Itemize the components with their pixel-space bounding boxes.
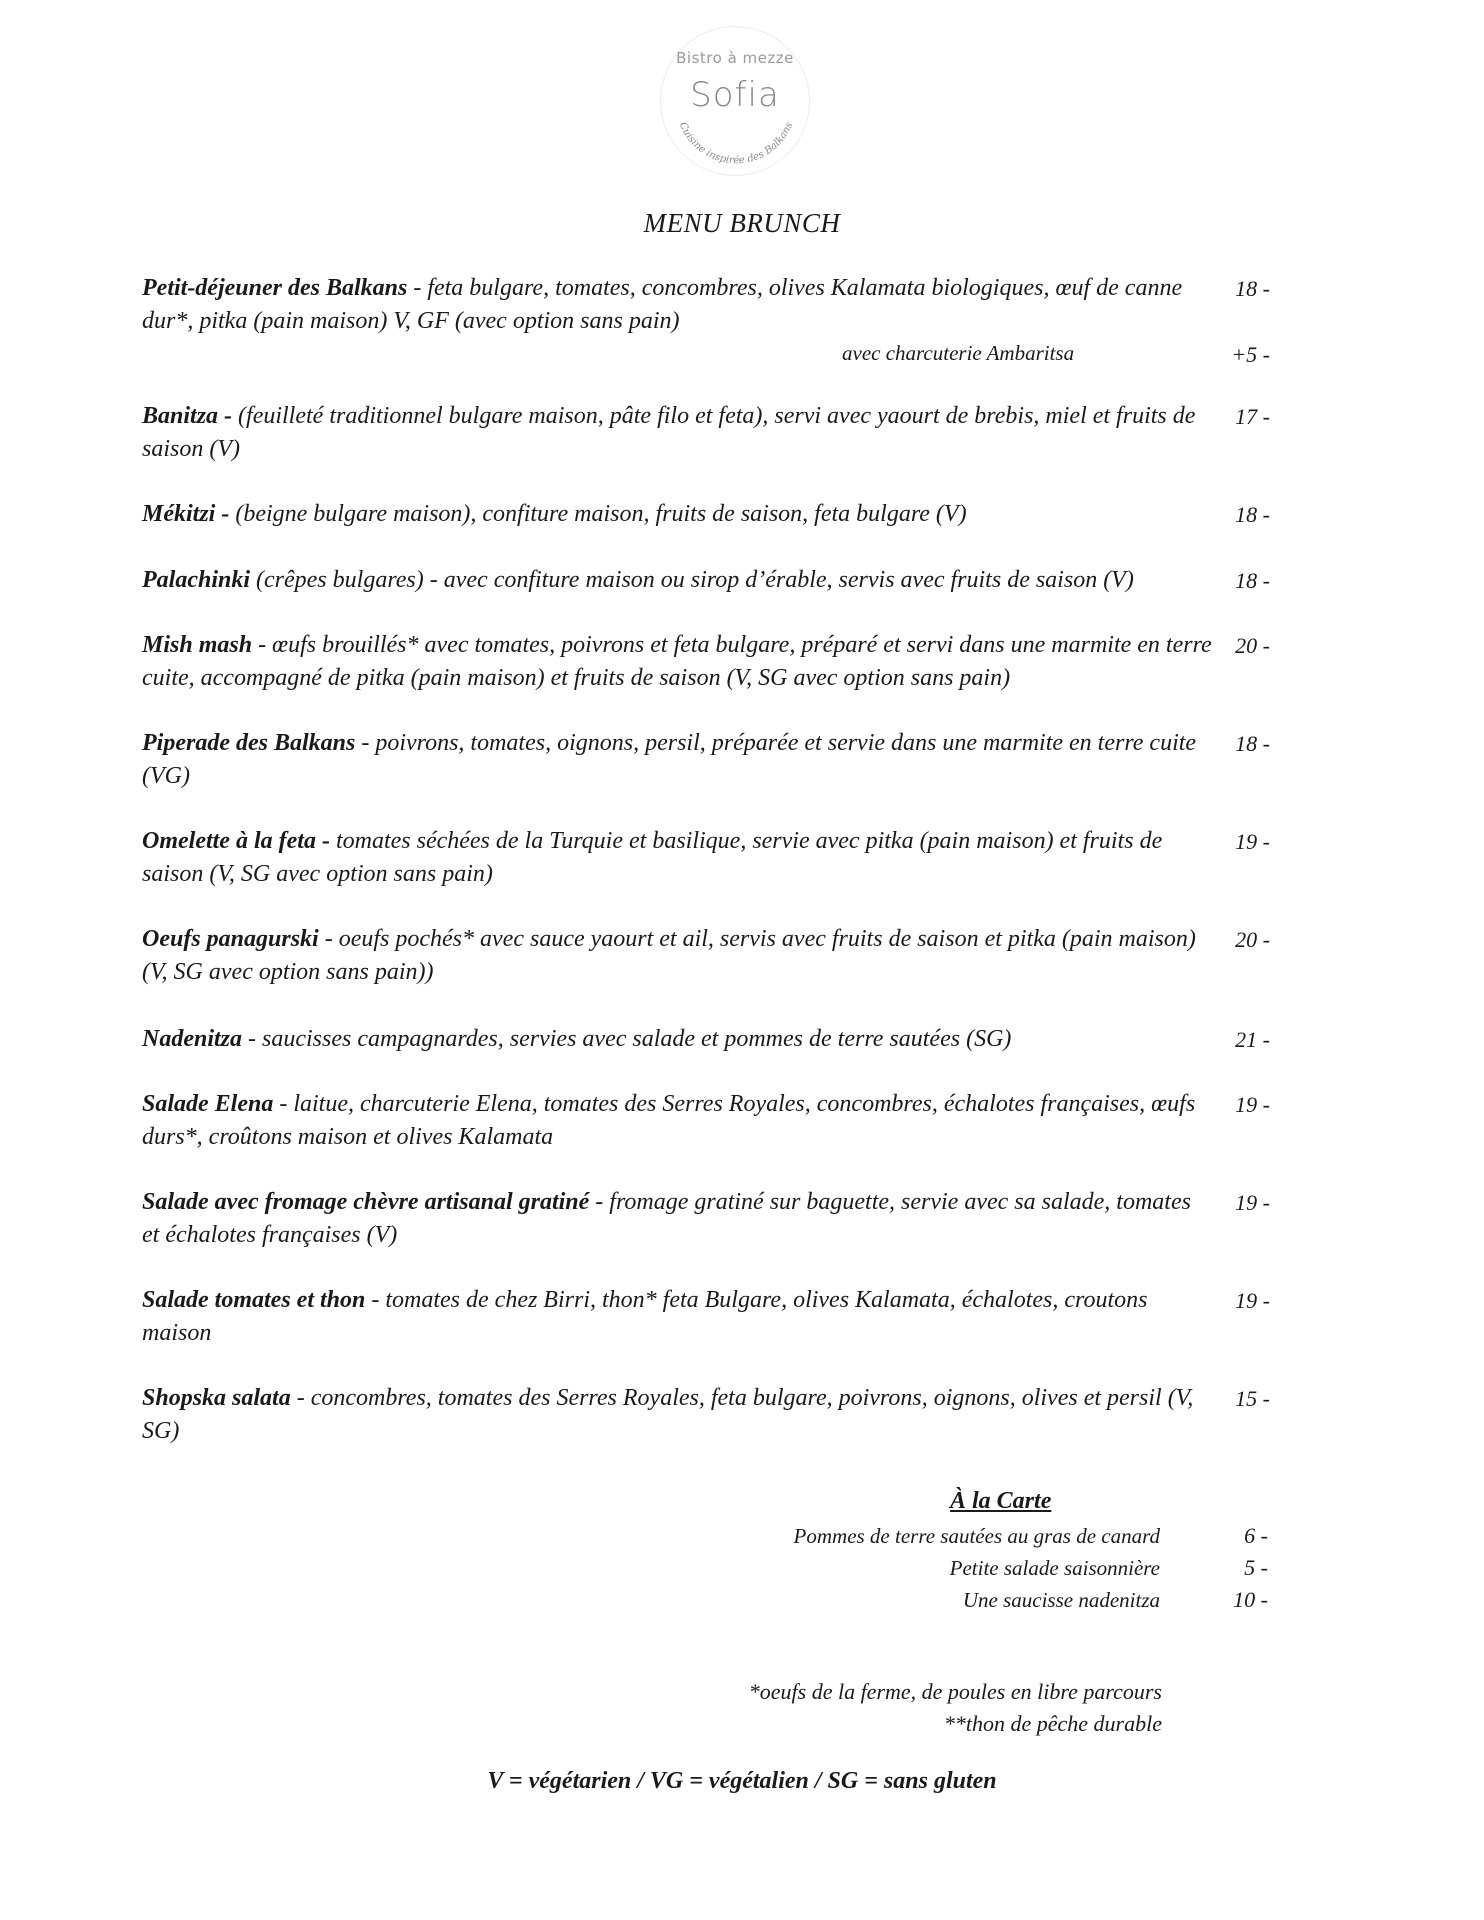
menu-item-description: - saucisses campagnardes, servies avec salade et pommes de terre sautées (SG) [242, 1026, 1012, 1052]
menu-item-text [142, 272, 1212, 338]
alacarte-item-label: Une saucisse nadenitza [962, 1588, 1160, 1612]
menu-item [142, 498, 1282, 531]
menu-title: MENU BRUNCH [643, 208, 841, 238]
menu-item-name: Piperade des Balkans [142, 730, 356, 756]
menu-item-text [142, 498, 1212, 531]
alacarte-item [700, 1552, 1280, 1584]
menu-item-price: 18 - [1235, 731, 1270, 756]
menu-item-price: 21 - [1235, 1027, 1270, 1052]
menu-item [142, 1088, 1282, 1154]
menu-item-name: Banitza - [142, 403, 233, 429]
alacarte-title: À la Carte [950, 1488, 1052, 1514]
menu-item-text [142, 923, 1212, 989]
footnote-tuna: **thon de pêche durable [943, 1711, 1162, 1736]
menu-item-price: 20 - [1235, 633, 1270, 658]
menu-item-price: 19 - [1235, 829, 1270, 854]
alacarte-item-label: Petite salade saisonnière [949, 1556, 1160, 1580]
menu-item-price: 17 - [1235, 404, 1270, 429]
logo-subtitle: Bistro à mezze [676, 49, 794, 67]
menu-item [142, 1284, 1282, 1350]
menu-item-text [142, 629, 1212, 695]
menu-item-price: 18 - [1235, 276, 1270, 301]
menu-item-name: Shopska salata [142, 1385, 291, 1411]
menu-item-name: Salade tomates et thon [142, 1287, 366, 1313]
logo-tagline: Cuisine inspirée des Balkans [676, 120, 796, 167]
menu-item-text [142, 564, 1212, 597]
menu-item-description: (crêpes bulgares) - avec confiture maison ou sirop d’érable, servis avec fruits de saison (V) [250, 567, 1134, 593]
alacarte-item-price: 5 - [1244, 1555, 1268, 1580]
menu-item [142, 727, 1282, 793]
menu-item-name: Nadenitza [142, 1026, 243, 1052]
menu-item-text [142, 1284, 1212, 1350]
menu-item-name: Mish mash [142, 632, 253, 658]
menu-item-description: - fromage gratiné sur baguette, servie avec sa salade, tomates et échalotes françaises (V) [142, 1189, 1191, 1248]
logo-tagline-arc [661, 27, 811, 177]
menu-item-name: Petit-déjeuner des Balkans [142, 275, 408, 301]
menu-item-description: - feta bulgare, tomates, concombres, olives Kalamata biologiques, œuf de canne dur*, pitka (pain maison) V, GF (avec option sans pain) [142, 275, 1183, 334]
menu-item-text [142, 1186, 1212, 1252]
menu-item-text [142, 825, 1212, 891]
restaurant-logo [660, 26, 810, 176]
menu-item-name: Oeufs panagurski [142, 926, 319, 952]
menu-item-description: - poivrons, tomates, oignons, persil, préparée et servie dans une marmite en terre cuite (VG) [142, 730, 1197, 789]
logo-name: Sofia [690, 75, 780, 115]
menu-item-description: - laitue, charcuterie Elena, tomates des Serres Royales, concombres, échalotes françaises, œufs durs*, croûtons maison et olives Kalamata [142, 1091, 1196, 1150]
menu-item [142, 825, 1282, 891]
menu-item-name: Palachinki [142, 567, 251, 593]
menu-item [142, 564, 1282, 597]
alacarte-item [700, 1520, 1280, 1552]
menu-item [142, 1382, 1282, 1448]
menu-item-description: (feuilleté traditionnel bulgare maison, pâte filo et feta), servi avec yaourt de brebis, miel et fruits de saison (V) [142, 403, 1196, 462]
menu-item-price: 19 - [1235, 1092, 1270, 1117]
menu-item [142, 272, 1282, 367]
menu-item [142, 1023, 1282, 1056]
alacarte-list [700, 1520, 1280, 1616]
menu-item-price: 18 - [1235, 568, 1270, 593]
menu-item-price: 15 - [1235, 1386, 1270, 1411]
menu-item-price: 20 - [1235, 927, 1270, 952]
footnotes [749, 1676, 1162, 1740]
menu-item-description: tomates séchées de la Turquie et basilique, servie avec pitka (pain maison) et fruits de saison (V, SG avec option sans pain) [142, 828, 1163, 887]
menu-item-price: 19 - [1235, 1288, 1270, 1313]
alacarte-item-label: Pommes de terre sautées au gras de canard [793, 1524, 1160, 1548]
menu-item-description: - œufs brouillés* avec tomates, poivrons et feta bulgare, préparé et servi dans une marmite en terre cuite, accompagné de pitka (pain maison) et fruits de saison (V, SG avec option sans pain) [142, 632, 1212, 691]
menu-item-option-label: avec charcuterie Ambaritsa [842, 341, 1075, 365]
alacarte-item [700, 1584, 1280, 1616]
menu-item-name: Mékitzi - [142, 501, 230, 527]
menu-item-price: 18 - [1235, 502, 1270, 527]
menu-item-text [142, 1023, 1212, 1056]
menu-item-name: Omelette à la feta - [142, 828, 330, 854]
menu-item-description: - tomates de chez Birri, thon* feta Bulgare, olives Kalamata, échalotes, croutons maison [142, 1287, 1148, 1346]
menu-item-name: Salade Elena [142, 1091, 274, 1117]
alacarte-item-price: 6 - [1244, 1523, 1268, 1548]
menu-item [142, 1186, 1282, 1252]
menu-item [142, 400, 1282, 466]
menu-item-description: - oeufs pochés* avec sauce yaourt et ail, servis avec fruits de saison et pitka (pain maison) (V, SG avec option sans pain)) [142, 926, 1196, 985]
menu-item-text [142, 400, 1212, 466]
footnote-eggs: *oeufs de la ferme, de poules en libre parcours [748, 1679, 1162, 1704]
menu-item-description: - concombres, tomates des Serres Royales, feta bulgare, poivrons, oignons, olives et persil (V, SG) [142, 1385, 1194, 1444]
menu-item-text [142, 1088, 1212, 1154]
menu-item-price: 19 - [1235, 1190, 1270, 1215]
menu-item-option-price: +5 - [1231, 342, 1270, 367]
menu-item [142, 629, 1282, 695]
alacarte-item-price: 10 - [1233, 1587, 1268, 1612]
menu-item-text [142, 727, 1212, 793]
menu-item [142, 923, 1282, 989]
menu-item-text [142, 1382, 1212, 1448]
menu-item-name: Salade avec fromage chèvre artisanal gratiné [142, 1189, 590, 1215]
diet-legend: V = végétarien / VG = végétalien / SG = sans gluten [487, 1768, 997, 1794]
menu-item-description: (beigne bulgare maison), confiture maison, fruits de saison, feta bulgare (V) [229, 501, 967, 527]
